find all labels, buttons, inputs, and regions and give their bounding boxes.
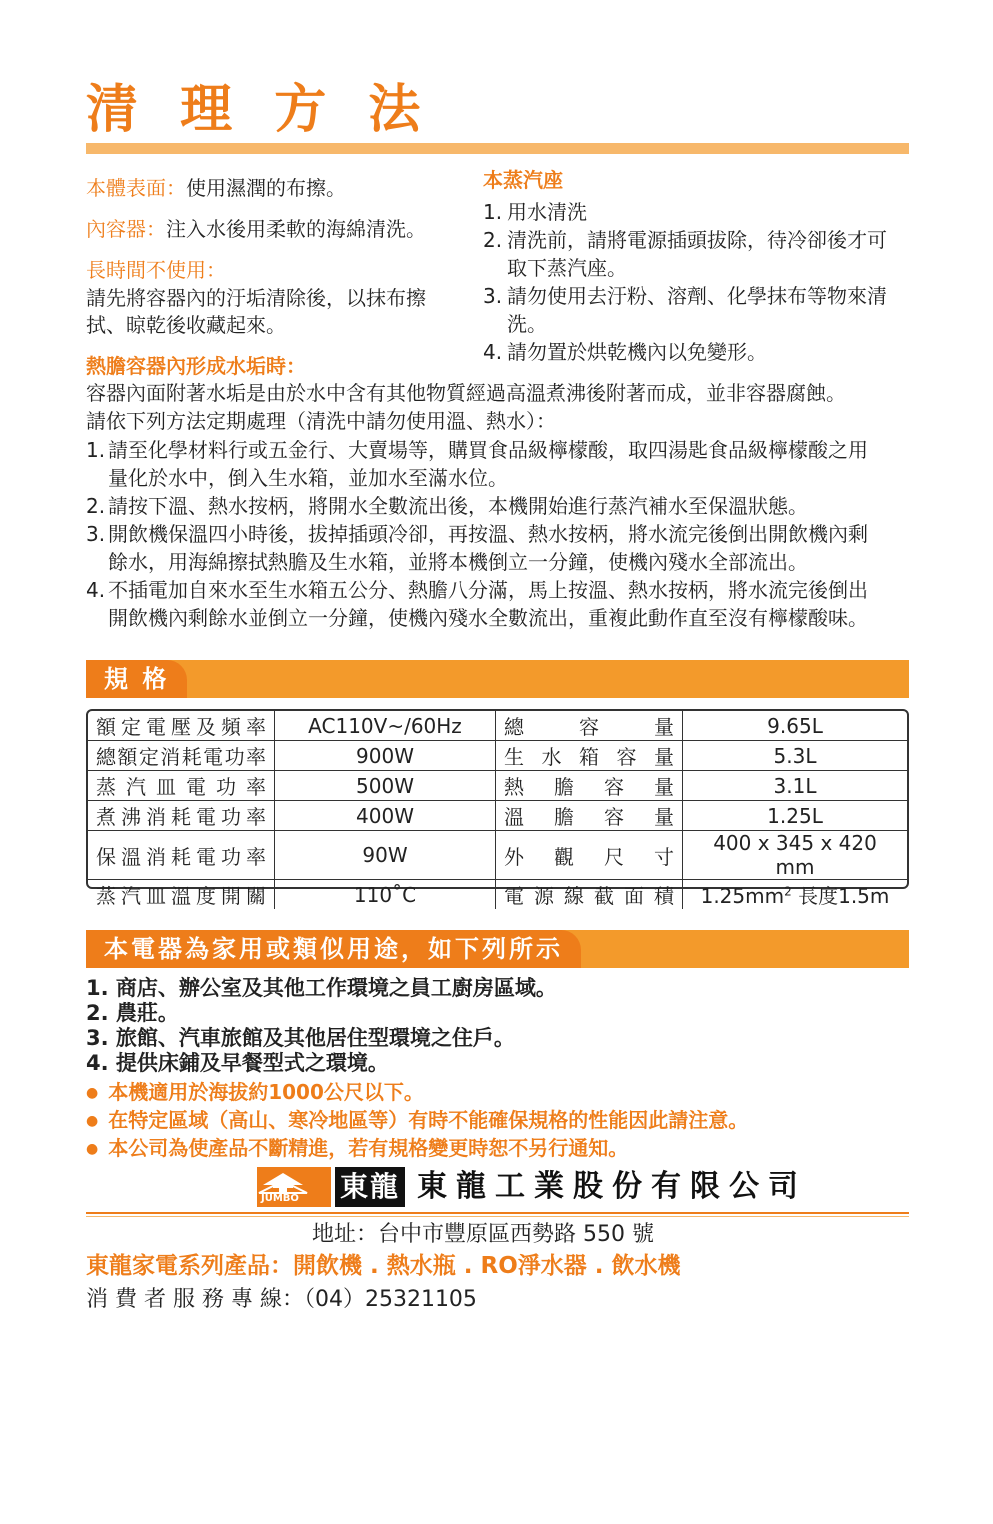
usage-heading-bar xyxy=(86,930,909,968)
spec-table xyxy=(86,709,909,908)
spec-row xyxy=(88,801,907,831)
bullet-dot-icon: ● xyxy=(86,1141,99,1157)
scale-label: 熱膽容器內形成水垢時： xyxy=(86,354,306,378)
steam-item-number: 2. xyxy=(483,228,503,252)
spec-row xyxy=(88,771,907,801)
usage-note-text: 在特定區域（高山、寒冷地區等）有時不能確保規格的性能因此請注意。 xyxy=(108,1108,749,1132)
steam-item-line: 清洗前，請將電源插頭拔除，待冷卻後才可 xyxy=(507,228,887,252)
spec-value-2-text: 3.1L xyxy=(773,773,817,798)
spec-value-2-text: 5.3L xyxy=(773,743,817,768)
spec-label: 蒸汽皿溫度開關 xyxy=(88,880,275,910)
spec-label-2: 電源線截面積 xyxy=(496,880,683,910)
scale-intro-2: 請依下列方法定期處理（清洗中請勿使用溫、熱水）： xyxy=(86,409,556,433)
steam-item-line: 請勿使用去汙粉、溶劑、化學抹布等物來清 xyxy=(507,284,887,308)
spec-value-2-sup: 2 xyxy=(784,884,792,899)
steam-item-line: 洗。 xyxy=(507,312,547,336)
spec-label: 蒸汽皿電功率 xyxy=(88,771,275,801)
bullet-dot-icon: ● xyxy=(86,1113,99,1129)
usage-item: 2. 農莊。 xyxy=(86,1001,179,1025)
spec-row xyxy=(88,831,907,880)
scale-step xyxy=(86,520,868,576)
steam-item xyxy=(483,282,887,338)
scale-intro-1: 容器內面附著水垢是由於水中含有其他物質經過高溫煮沸後附著而成，並非容器腐蝕。 xyxy=(86,381,846,405)
logo-jumbo-text: JUMBO xyxy=(261,1193,299,1204)
spec-value-2-part-b: 長度1.5m xyxy=(791,884,890,908)
company-logo-mark xyxy=(257,1167,331,1207)
company-address: 地址：台中市豐原區西勢路 550 號 xyxy=(312,1222,654,1247)
spec-value-2-text: 1.25L xyxy=(767,803,823,828)
spec-value-2 xyxy=(683,711,908,741)
usage-note xyxy=(86,1132,628,1161)
spec-label: 煮沸消耗電功率 xyxy=(88,801,275,831)
spec-heading: 規 格 xyxy=(86,660,187,698)
steam-base-list xyxy=(483,198,887,366)
steam-item-number: 1. xyxy=(483,200,503,224)
spec-row xyxy=(88,880,907,910)
scale-step-line: 請按下溫、熱水按柄，將開水全數流出後，本機開始進行蒸汽補水至保溫狀態。 xyxy=(108,494,808,518)
body-surface-label: 本體表面： xyxy=(86,176,186,200)
footer-rule xyxy=(86,1212,909,1214)
product-line: 東龍家電系列產品：開飲機 . 熱水瓶 . RO淨水器 . 飲水機 xyxy=(86,1253,681,1279)
bullet-dot-icon: ● xyxy=(86,1085,99,1101)
inner-container-label: 內容器： xyxy=(86,217,166,241)
footer-rule-thin xyxy=(86,1216,909,1217)
body-surface-line xyxy=(86,175,346,202)
spec-label-2: 總容量 xyxy=(496,711,683,741)
steam-item xyxy=(483,338,887,366)
title-underline xyxy=(86,143,909,154)
spec-row xyxy=(88,741,907,771)
steam-base-label: 本蒸汽座 xyxy=(483,168,563,192)
scale-step xyxy=(86,576,868,632)
long-unused-text-2: 拭、晾乾後收藏起來。 xyxy=(86,313,286,337)
scale-step xyxy=(86,492,868,520)
scale-step-line: 餘水，用海綿擦拭熱膽及生水箱，並將本機倒立一分鐘，使機內殘水全部流出。 xyxy=(108,550,808,574)
usage-note-text: 本公司為使產品不斷精進，若有規格變更時恕不另行通知。 xyxy=(108,1136,629,1160)
scale-step-number: 3. xyxy=(86,522,106,546)
spec-value: 110˚C xyxy=(275,880,496,910)
spec-heading-bar xyxy=(86,660,909,698)
long-unused-text-1: 請先將容器內的汙垢清除後，以抹布擦 xyxy=(86,286,426,310)
spec-label: 額定電壓及頻率 xyxy=(88,711,275,741)
steam-item-number: 4. xyxy=(483,340,503,364)
spec-label: 總額定消耗電功率 xyxy=(88,741,275,771)
spec-label-2: 熱膽容量 xyxy=(496,771,683,801)
usage-item: 3. 旅館、汽車旅館及其他居住型環境之住戶。 xyxy=(86,1026,515,1050)
scale-step-number: 4. xyxy=(86,578,106,602)
steam-item xyxy=(483,226,887,282)
spec-value: 500W xyxy=(275,771,496,801)
scale-step-number: 1. xyxy=(86,438,106,462)
usage-heading: 本電器為家用或類似用途，如下列所示 xyxy=(86,930,581,968)
page-title: 清 理 方 法 xyxy=(86,80,433,140)
spec-label-2: 溫膽容量 xyxy=(496,801,683,831)
spec-value-2 xyxy=(683,880,908,910)
inner-container-line xyxy=(86,216,426,243)
usage-note xyxy=(86,1104,748,1133)
usage-note-text: 本機適用於海拔約1000公尺以下。 xyxy=(108,1080,424,1104)
usage-item: 4. 提供床鋪及早餐型式之環境。 xyxy=(86,1051,389,1075)
steam-item-line: 請勿置於烘乾機內以免變形。 xyxy=(507,340,767,364)
steam-item-number: 3. xyxy=(483,284,503,308)
spec-label-2: 外觀尺寸 xyxy=(496,831,683,880)
scale-step-line: 不插電加自來水至生水箱五公分、熱膽八分滿，馬上按溫、熱水按柄，將水流完後倒出 xyxy=(108,578,868,602)
usage-item: 1. 商店、辦公室及其他工作環境之員工廚房區域。 xyxy=(86,976,557,1000)
spec-value-2-text: 400 x 345 x 420 mm xyxy=(713,831,877,879)
steam-item-line: 用水清洗 xyxy=(507,200,587,224)
spec-value-2 xyxy=(683,801,908,831)
spec-value-2-text: 9.65L xyxy=(767,713,823,738)
inner-container-text: 注入水後用柔軟的海綿清洗。 xyxy=(166,217,426,241)
body-surface-text: 使用濕潤的布擦。 xyxy=(186,176,346,200)
long-unused-label: 長時間不使用： xyxy=(86,258,226,282)
spec-value-2 xyxy=(683,741,908,771)
spec-value: AC110V~/60Hz xyxy=(275,711,496,741)
spec-label-2: 生水箱容量 xyxy=(496,741,683,771)
company-name: 東龍工業股份有限公司 xyxy=(417,1169,807,1204)
scale-step-line: 開飲機保溫四小時後，拔掉插頭冷卻，再按溫、熱水按柄，將水流完後倒出開飲機內剩 xyxy=(108,522,868,546)
spec-value: 400W xyxy=(275,801,496,831)
scale-step-line: 請至化學材料行或五金行、大賣場等，購買食品級檸檬酸，取四湯匙食品級檸檬酸之用 xyxy=(108,438,868,462)
scale-step xyxy=(86,436,868,492)
scale-steps-list xyxy=(86,436,868,632)
steam-item-line: 取下蒸汽座。 xyxy=(507,256,627,280)
spec-row xyxy=(88,711,907,741)
spec-value-2 xyxy=(683,831,908,880)
logo-brand-text: 東龍 xyxy=(335,1167,405,1207)
scale-step-line: 開飲機內剩餘水並倒立一分鐘，使機內殘水全數流出，重複此動作直至沒有檸檬酸味。 xyxy=(108,606,868,630)
spec-value: 900W xyxy=(275,741,496,771)
service-hotline: 消 費 者 服 務 專 線：（04）25321105 xyxy=(86,1287,477,1312)
spec-value-2 xyxy=(683,771,908,801)
scale-step-line: 量化於水中，倒入生水箱，並加水至滿水位。 xyxy=(108,466,508,490)
spec-value: 90W xyxy=(275,831,496,880)
spec-table-grid xyxy=(88,711,907,909)
steam-item xyxy=(483,198,887,226)
scale-step-number: 2. xyxy=(86,494,106,518)
usage-note xyxy=(86,1076,424,1105)
spec-value-2-part-a: 1.25mm xyxy=(700,884,785,908)
spec-label: 保溫消耗電功率 xyxy=(88,831,275,880)
